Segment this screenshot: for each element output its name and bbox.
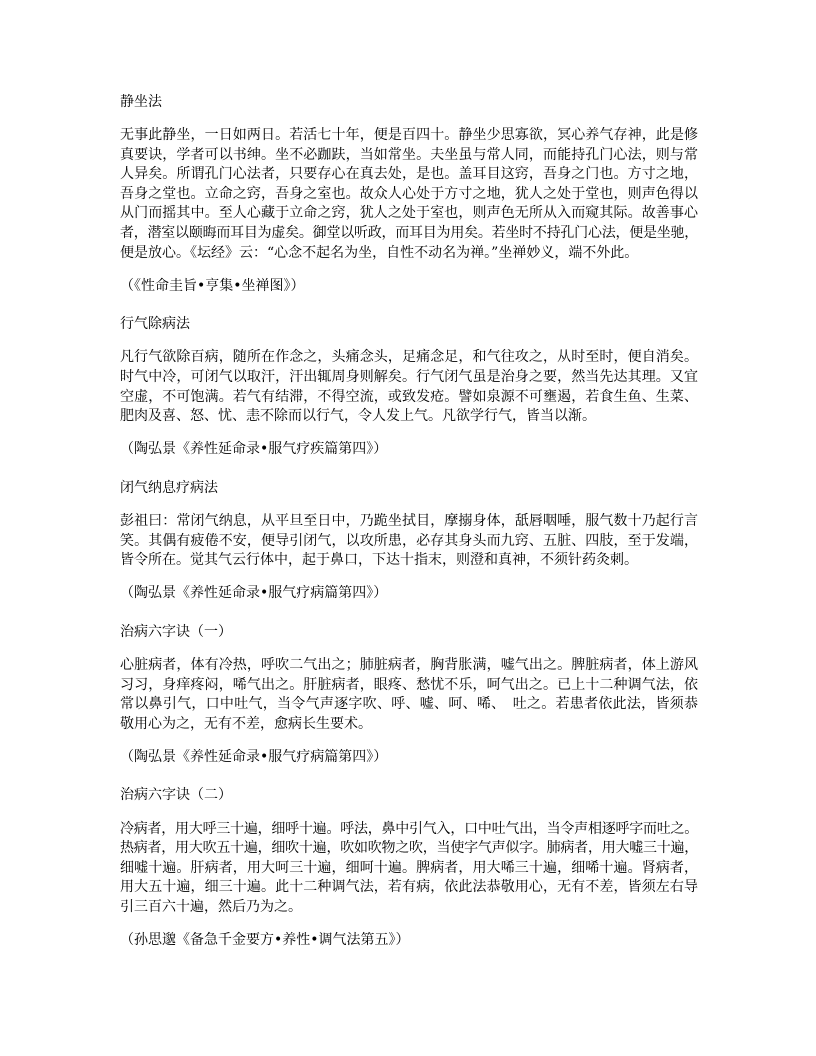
paragraph [120,126,698,263]
citation: （陶弘景《养性延命录•服气疗病篇第四》） [120,748,388,765]
text-line: 习习，身痒疼闷，唏气出之。肝脏病者，眼疼、愁忧不乐，呵气出之。已上十二种调气法，依 [120,676,698,693]
text-line: 心脏病者，体有冷热，呼吹二气出之；肺脏病者，胸背胀满，嘘气出之。脾脏病者，体上游风 [120,656,698,673]
text-line: 热病者，用大吹五十遍，细吹十遍，吹如吹物之吹，当使字气声似字。肺病者，用大嘘三十遍， [120,840,698,857]
text-line: 肥肉及喜、怒、忧、恚不除而以行气，令人发上气。凡欲学行气，皆当以渐。 [120,408,596,425]
text-line: 细嘘十遍。肝病者，用大呵三十遍，细呵十遍。脾病者，用大唏三十遍，细唏十遍。肾病者， [120,859,698,876]
text-line: 冷病者，用大呼三十遍，细呼十遍。呼法，鼻中引气入，口中吐气出，当令声相逐呼字而吐之。 [120,820,698,837]
text-line: 时气中冷，可闭气以取汗，汗出辄周身则解矣。行气闭气虽是治身之要，然当先达其理。又宜 [120,369,698,386]
text-line: 凡行气欲除百病，随所在作念之，头痛念头，足痛念足，和气往攻之，从时至时，便自消矣。 [120,349,698,366]
text-line: 皆令所在。觉其气云行体中，起于鼻口，下达十指末，则澄和真神，不须针药灸刺。 [120,552,638,569]
text-line: 笑。其偶有疲倦不安，便导引闭气，以攻所患，必存其身头而九窍、五脏、四肢，至于发端， [120,532,698,549]
text-line: 无事此静坐，一日如两日。若活七十年，便是百四十。静坐少思寡欲，冥心养气存神，此是修 [120,127,698,144]
text-line: 敬用心为之，无有不差，愈病长生要术。 [120,715,372,732]
section-title: 治病六字诀（一） [120,623,232,640]
paragraph [120,348,698,426]
paragraph [120,820,698,918]
text-line: 用大五十遍，细三十遍。此十二种调气法，若有病，依此法恭敬用心，无有不差，皆须左右导 [120,879,698,896]
text-line: 人异矣。所谓孔门心法者，只要存心在真去处，是也。盖耳目这窍，吾身之门也。方寸之地， [120,166,698,183]
text-line: 便是放心。《坛经》云：“心念不起名为坐，自性不动名为禅。”坐禅妙义，端不外此。 [120,244,639,261]
text-line: 彭祖曰：常闭气纳息，从平旦至日中，乃跪坐拭目，摩搦身体，舐唇咽唾，服气数十乃起行言 [120,513,698,529]
document-body [120,93,698,970]
text-line: 空虚，不可饱满。若气有结滞，不得空流，或致发疮。譬如泉源不可壅遏，若食生鱼、生菜、 [120,388,698,405]
citation: （陶弘景《养性延命录•服气疗病篇第四》） [120,585,388,602]
citation: （陶弘景《养性延命录•服气疗疾篇第四》） [120,441,388,458]
citation: （孙思邈《备急千金要方•养性•调气法第五》） [120,932,410,948]
citation: （《性命圭旨•亨集•坐禅图》） [120,277,305,294]
paragraph [120,656,698,734]
text-line: 真要诀，学者可以书绅。坐不必跏趺，当如常坐。夫坐虽与常人同，而能持孔门心法，则与常 [120,146,698,163]
text-line: 从门而摇其中。至人心藏于立命之窍，犹人之处于室也，则声色无所从入而窥其际。故善事心 [120,205,698,222]
section-title: 治病六字诀（二） [120,787,232,804]
text-line: 吾身之堂也。立命之窍，吾身之室也。故众人心处于方寸之地，犹人之处于堂也，则声色得以 [120,185,698,202]
section-title: 行气除病法 [120,316,190,333]
text-line: 者，潜室以颐晦而耳目为虚矣。御堂以听政，而耳目为用矣。若坐时不持孔门心法，便是坐驰， [120,225,698,242]
paragraph [120,512,698,571]
text-line: 常以鼻引气，口中吐气，当令气声逐字吹、呼、嘘、呵、唏、 吐之。若患者依此法，皆须恭 [120,696,698,713]
text-line: 引三百六十遍，然后乃为之。 [120,898,302,915]
section-title: 闭气纳息疗病法 [120,479,218,496]
section-title: 静坐法 [120,94,162,110]
